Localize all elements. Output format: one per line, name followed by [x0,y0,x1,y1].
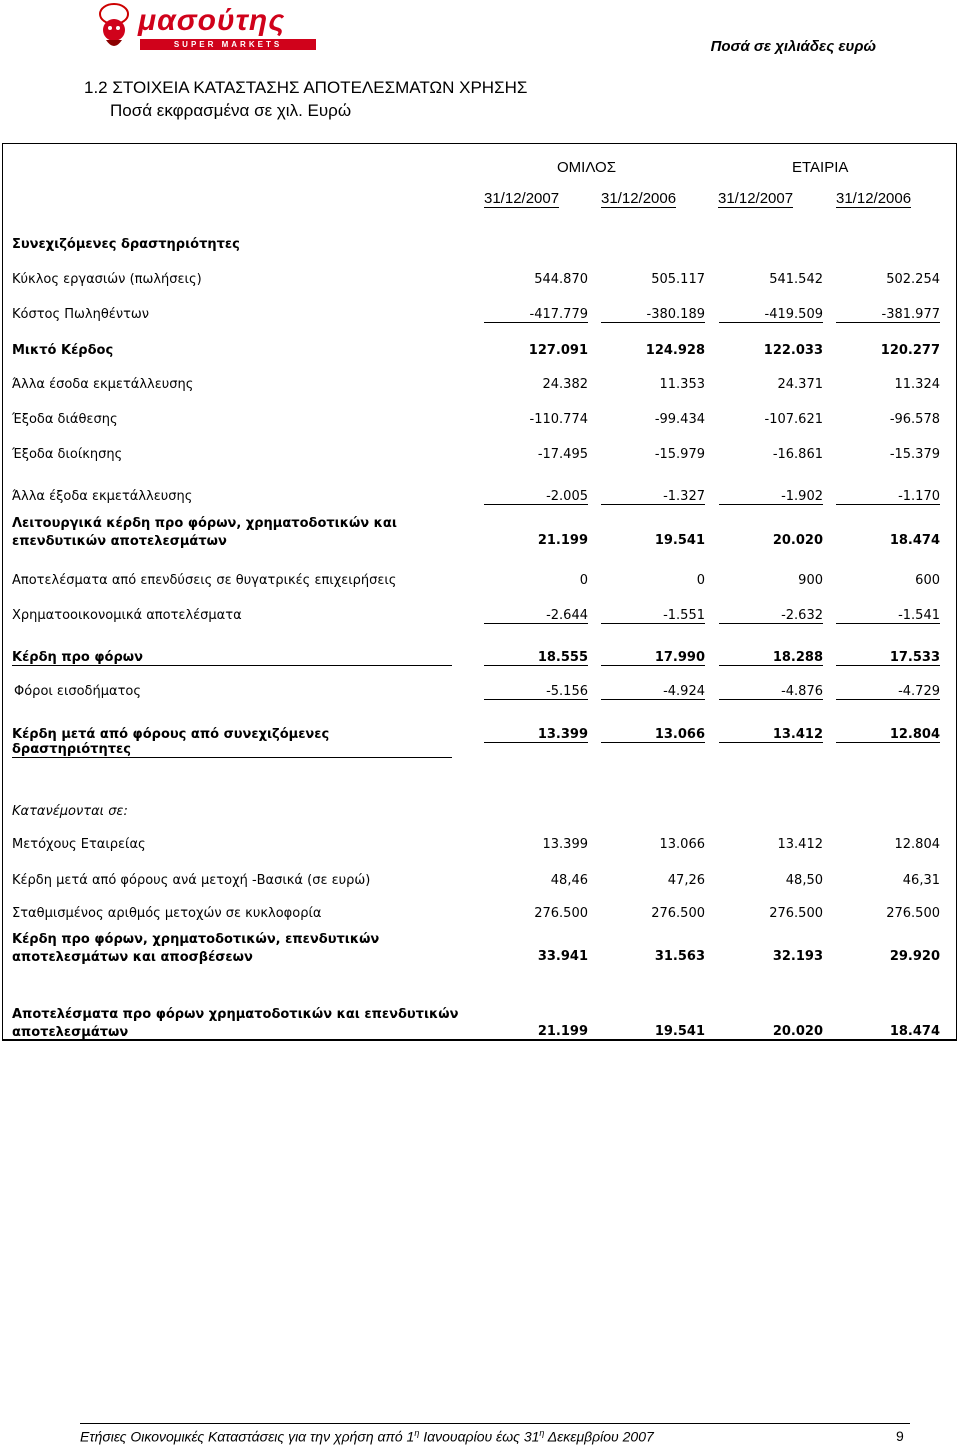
cell-value: 17.990 [601,650,705,666]
cell-value: 46,31 [902,873,940,888]
cell-value: -1.170 [836,489,940,505]
cell-value: -96.578 [889,412,940,427]
group-header-company: ΕΤΑΙΡΙΑ [792,159,849,176]
page-number: 9 [896,1428,904,1444]
cell-value: 0 [579,573,588,588]
section-subtitle: Ποσά εκφρασμένα σε χιλ. Ευρώ [110,101,352,120]
cell-value: -2.005 [484,489,588,505]
brand-sub: SUPER MARKETS [173,40,283,49]
cell-value: -1.551 [601,608,705,624]
row-label: Φόροι εισοδήματος [14,684,141,699]
column-header: 31/12/2007 [718,190,794,207]
footer-divider [80,1423,910,1424]
row-label-line: Λειτουργικά κέρδη προ φόρων, χρηματοδοτικών και [12,516,397,531]
cell-value: 502.254 [886,272,940,287]
cell-value: 18.555 [484,650,588,666]
company-logo [88,2,320,54]
cell-value: 12.804 [836,727,940,743]
cell-value: 12.804 [894,837,940,852]
row-label: Χρηματοοικονομικά αποτελέσματα [12,608,242,623]
brand-name: μασούτης [138,4,286,37]
section-label: Συνεχιζόμενες δραστηριότητες [12,237,240,252]
brand-subbar [140,39,316,50]
cell-value: 20.020 [772,1024,823,1039]
cell-value: 276.500 [886,906,940,921]
cell-value: 122.033 [763,343,823,358]
cell-value: -17.495 [537,447,588,462]
row-label: Αποτελέσματα από επενδύσεις σε θυγατρικές επιχειρήσεις [12,573,397,588]
cell-value: 900 [798,573,823,588]
column-header: 31/12/2007 [484,190,560,207]
footer-text: Ετήσιες Οικονομικές Καταστάσεις για την χρήση από $1^\eta$ Ιανουαρίου έως $31^\eta$ Δεκεμβρίου 2007 [80,1428,654,1445]
cell-value: 21.199 [537,1024,588,1039]
cell-value: 17.533 [836,650,940,666]
row-label: Μετόχους Εταιρείας [12,837,146,852]
cell-value: 11.353 [659,377,705,392]
cell-value: 13.412 [719,727,823,743]
row-label [12,515,397,551]
row-label: Μικτό Κέρδος [12,343,114,358]
cell-value: 18.474 [889,533,940,548]
cell-value: -4.729 [836,684,940,700]
row-label: Άλλα έσοδα εκμετάλλευσης [12,377,194,392]
cell-value: 31.563 [654,949,705,964]
chef-mascot-icon [92,2,136,52]
cell-value: 276.500 [534,906,588,921]
cell-value: 13.399 [542,837,588,852]
cell-value: 20.020 [772,533,823,548]
units-note: Ποσά σε χιλιάδες ευρώ [710,38,876,55]
cell-value: 19.541 [654,533,705,548]
row-label: Έξοδα διάθεσης [12,412,118,427]
group-header-group: ΟΜΙΛΟΣ [557,159,616,176]
cell-value: 32.193 [772,949,823,964]
cell-value: 11.324 [894,377,940,392]
cell-value: 124.928 [645,343,705,358]
row-label-line: αποτελεσμάτων [12,1025,129,1040]
cell-value: 127.091 [528,343,588,358]
cell-value: 276.500 [651,906,705,921]
cell-value: 600 [915,573,940,588]
row-label-line: Αποτελέσματα προ φόρων χρηματοδοτικών και επενδυτικών [12,1007,459,1022]
column-header: 31/12/2006 [836,190,912,207]
row-label [12,931,379,967]
section-title: 1.2 ΣΤΟΙΧΕΙΑ ΚΑΤΑΣΤΑΣΗΣ ΑΠΟΤΕΛΕΣΜΑΤΩΝ ΧΡΗΣΗΣ [84,78,528,97]
cell-value: -15.979 [654,447,705,462]
row-label: Έξοδα διοίκησης [12,447,123,462]
cell-value: -2.644 [484,608,588,624]
cell-value: -5.156 [484,684,588,700]
cell-value: 18.288 [719,650,823,666]
column-header: 31/12/2006 [601,190,677,207]
cell-value: 19.541 [654,1024,705,1039]
cell-value: -2.632 [719,608,823,624]
row-label-line: αποτελεσμάτων και αποσβέσεων [12,950,253,965]
cell-value: 120.277 [880,343,940,358]
cell-value: 276.500 [769,906,823,921]
cell-value: -1.902 [719,489,823,505]
row-label-line: Κέρδη προ φόρων, χρηματοδοτικών, επενδυτικών [12,932,380,947]
cell-value: 544.870 [534,272,588,287]
cell-value: 48,50 [785,873,823,888]
cell-value: -99.434 [654,412,705,427]
cell-value: -381.977 [836,307,940,323]
cell-value: -380.189 [601,307,705,323]
cell-value: -1.327 [601,489,705,505]
row-label [12,1006,458,1042]
row-label: Κέρδη μετά από φόρους από συνεχιζόμενες δραστηριότητες [12,727,452,758]
row-label: Άλλα έξοδα εκμετάλλευσης [12,489,193,504]
cell-value: 541.542 [769,272,823,287]
cell-value: 24.382 [542,377,588,392]
row-label-line: επενδυτικών αποτελεσμάτων [12,534,227,549]
row-label: Σταθμισμένος αριθμός μετοχών σε κυκλοφορία [12,906,322,921]
allocated-label: Κατανέμονται σε: [12,804,128,819]
cell-value: 0 [696,573,705,588]
cell-value: 505.117 [651,272,705,287]
cell-value: 29.920 [889,949,940,964]
cell-value: 33.941 [537,949,588,964]
cell-value: 18.474 [889,1024,940,1039]
row-label: Κύκλος εργασιών (πωλήσεις) [12,272,202,287]
cell-value: -16.861 [772,447,823,462]
cell-value: 24.371 [777,377,823,392]
cell-value: 21.199 [537,533,588,548]
cell-value: -110.774 [529,412,588,427]
cell-value: 13.066 [601,727,705,743]
cell-value: -15.379 [889,447,940,462]
row-label: Κέρδη προ φόρων [12,650,452,666]
row-label: Κόστος Πωληθέντων [12,307,150,322]
cell-value: 48,46 [550,873,588,888]
cell-value: 13.066 [659,837,705,852]
cell-value: -4.924 [601,684,705,700]
cell-value: 47,26 [667,873,705,888]
cell-value: -107.621 [764,412,823,427]
cell-value: -4.876 [719,684,823,700]
cell-value: -417.779 [484,307,588,323]
cell-value: 13.399 [484,727,588,743]
row-label: Κέρδη μετά από φόρους ανά μετοχή -Βασικά (σε ευρώ) [12,873,371,888]
cell-value: -1.541 [836,608,940,624]
cell-value: -419.509 [719,307,823,323]
cell-value: 13.412 [777,837,823,852]
